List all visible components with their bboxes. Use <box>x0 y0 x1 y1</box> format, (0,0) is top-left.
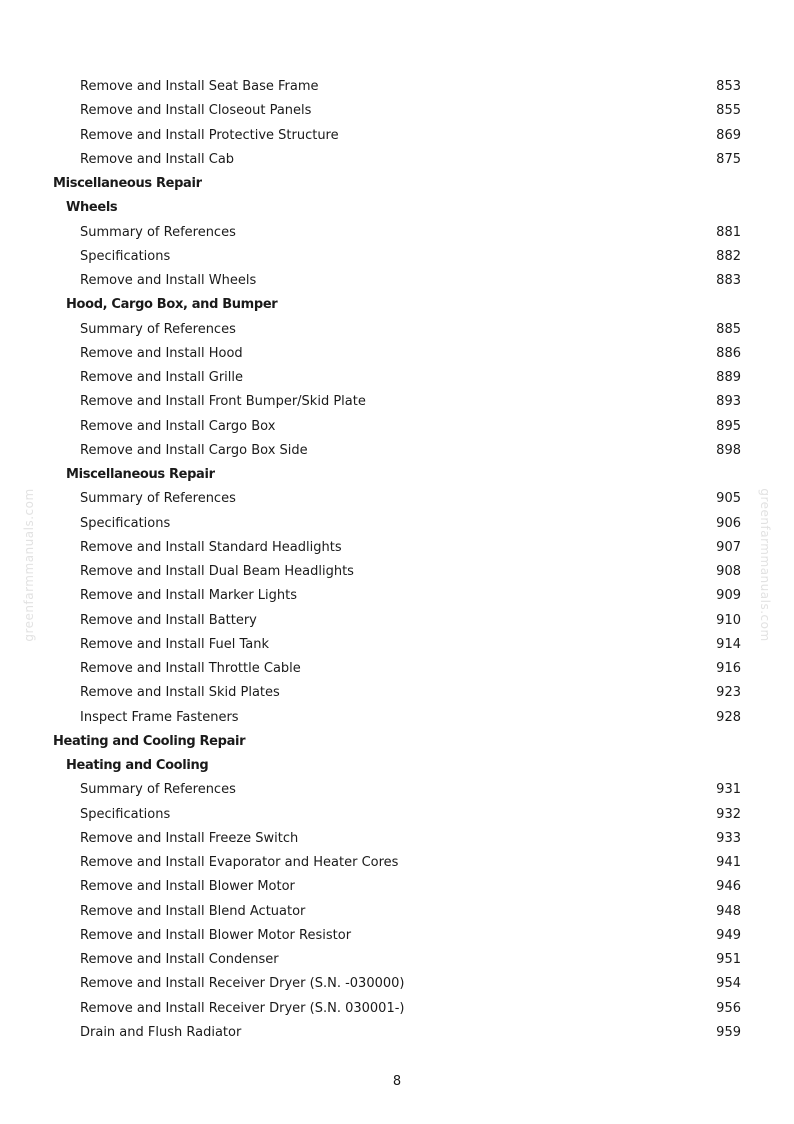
toc-subsection-heading <box>0 754 794 778</box>
toc-entry-page-number: 916 <box>716 661 741 676</box>
toc-entry[interactable] <box>0 439 794 463</box>
toc-entry[interactable] <box>0 245 794 269</box>
toc-entry-page-number: 898 <box>716 442 741 458</box>
toc-entry[interactable] <box>0 972 794 996</box>
toc-entry-title: Hood, Cargo Box, and Bumper <box>66 297 278 313</box>
toc-section-heading <box>0 172 794 196</box>
toc-entry[interactable] <box>0 269 794 293</box>
toc-entry[interactable] <box>0 633 794 657</box>
page-number: 8 <box>392 1074 402 1089</box>
toc-entry-page-number: 948 <box>716 903 741 919</box>
toc-entry-title: Remove and Install Blend Actuator <box>80 903 306 919</box>
toc-entry[interactable] <box>0 536 794 560</box>
toc-subsection-heading <box>0 463 794 487</box>
toc-entry-title: Heating and Cooling Repair <box>53 733 246 749</box>
toc-entry-page-number: 883 <box>716 273 741 288</box>
toc-entry-title: Remove and Install Front Bumper/Skid Plate <box>80 394 366 410</box>
toc-entry[interactable] <box>0 657 794 681</box>
toc-entry[interactable] <box>0 875 794 899</box>
toc-entry[interactable] <box>0 997 794 1021</box>
toc-entry-title: Remove and Install Freeze Switch <box>80 830 299 846</box>
toc-entry-title: Remove and Install Blower Motor Resistor <box>80 927 352 943</box>
toc-entry[interactable] <box>0 342 794 366</box>
toc-entry[interactable] <box>0 318 794 342</box>
toc-entry-page-number: 886 <box>716 345 741 361</box>
toc-entry-page-number: 933 <box>716 830 741 846</box>
toc-entry-page-number: 882 <box>716 248 741 264</box>
toc-entry[interactable] <box>0 1021 794 1045</box>
toc-entry[interactable] <box>0 924 794 948</box>
toc-entry-title: Remove and Install Wheels <box>80 273 257 288</box>
toc-entry-page-number: 907 <box>716 539 741 555</box>
toc-entry-title: Summary of References <box>80 321 236 337</box>
toc-entry[interactable] <box>0 803 794 827</box>
toc-entry-title: Specifications <box>80 515 171 531</box>
toc-entry[interactable] <box>0 706 794 730</box>
toc-entry-title: Remove and Install Closeout Panels <box>80 103 312 119</box>
toc-entry-title: Remove and Install Receiver Dryer (S.N. -030000) <box>80 976 405 992</box>
toc-entry-page-number: 949 <box>716 927 741 943</box>
toc-entry[interactable] <box>0 948 794 972</box>
toc-entry[interactable] <box>0 851 794 875</box>
watermark-left: greenfarmmanuals.com <box>22 488 36 642</box>
toc-entry-page-number: 932 <box>716 806 741 822</box>
toc-entry-title: Miscellaneous Repair <box>66 467 215 482</box>
toc-entry[interactable] <box>0 390 794 414</box>
toc-entry-title: Specifications <box>80 248 171 264</box>
toc-entry-title: Remove and Install Condenser <box>80 952 279 967</box>
toc-entry-title: Remove and Install Marker Lights <box>80 588 298 604</box>
toc-entry-page-number: 914 <box>716 636 741 652</box>
toc-entry-page-number: 893 <box>716 394 741 410</box>
toc-entry[interactable] <box>0 75 794 99</box>
toc-entry-title: Summary of References <box>80 782 236 798</box>
toc-entry[interactable] <box>0 560 794 584</box>
toc-entry-title: Remove and Install Protective Structure <box>80 127 339 143</box>
toc-entry-title: Summary of References <box>80 491 236 507</box>
toc-entry[interactable] <box>0 124 794 148</box>
table-of-contents <box>0 75 794 1045</box>
toc-entry-title: Remove and Install Hood <box>80 345 243 361</box>
toc-entry[interactable] <box>0 415 794 439</box>
toc-entry-title: Remove and Install Grille <box>80 370 243 385</box>
toc-entry-title: Miscellaneous Repair <box>53 176 202 191</box>
toc-subsection-heading <box>0 293 794 317</box>
toc-entry-page-number: 923 <box>716 685 741 701</box>
toc-entry-title: Remove and Install Fuel Tank <box>80 636 270 652</box>
toc-entry-title: Remove and Install Blower Motor <box>80 879 295 895</box>
toc-entry[interactable] <box>0 366 794 390</box>
toc-entry-page-number: 875 <box>716 151 741 167</box>
toc-entry[interactable] <box>0 827 794 851</box>
toc-entry-title: Remove and Install Dual Beam Headlights <box>80 564 354 579</box>
toc-entry[interactable] <box>0 512 794 536</box>
toc-entry-page-number: 959 <box>716 1024 741 1040</box>
toc-entry-page-number: 885 <box>716 321 741 337</box>
toc-entry-page-number: 954 <box>716 976 741 992</box>
toc-entry-page-number: 906 <box>716 515 741 531</box>
toc-entry-page-number: 889 <box>716 370 741 385</box>
toc-entry-page-number: 908 <box>716 564 741 579</box>
toc-entry-page-number: 928 <box>716 709 741 725</box>
toc-entry-title: Inspect Frame Fasteners <box>80 709 239 725</box>
toc-entry-title: Remove and Install Cab <box>80 151 235 167</box>
toc-entry-page-number: 909 <box>716 588 741 604</box>
toc-entry[interactable] <box>0 148 794 172</box>
toc-entry-title: Remove and Install Battery <box>80 612 257 628</box>
toc-entry-title: Remove and Install Receiver Dryer (S.N. 030001-) <box>80 1000 405 1016</box>
toc-subsection-heading <box>0 196 794 220</box>
toc-entry-title: Wheels <box>66 200 118 216</box>
toc-entry-title: Remove and Install Skid Plates <box>80 685 280 701</box>
toc-entry-page-number: 941 <box>716 855 741 870</box>
toc-entry-page-number: 855 <box>716 103 741 119</box>
toc-entry-page-number: 956 <box>716 1000 741 1016</box>
toc-entry-title: Remove and Install Standard Headlights <box>80 539 342 555</box>
toc-entry[interactable] <box>0 609 794 633</box>
toc-entry-title: Specifications <box>80 806 171 822</box>
toc-entry-title: Remove and Install Seat Base Frame <box>80 79 319 94</box>
toc-entry[interactable] <box>0 487 794 511</box>
toc-entry-page-number: 910 <box>716 612 741 628</box>
watermark-right: greenfarmmanuals.com <box>758 488 772 642</box>
toc-entry-title: Summary of References <box>80 224 236 240</box>
toc-entry-title: Remove and Install Evaporator and Heater Cores <box>80 855 399 870</box>
toc-entry-title: Remove and Install Throttle Cable <box>80 661 301 676</box>
toc-entry[interactable] <box>0 221 794 245</box>
toc-entry[interactable] <box>0 681 794 705</box>
toc-entry-title: Remove and Install Cargo Box <box>80 418 276 434</box>
toc-entry[interactable] <box>0 900 794 924</box>
toc-entry-page-number: 905 <box>716 491 741 507</box>
toc-entry-title: Heating and Cooling <box>66 758 209 773</box>
toc-entry-title: Remove and Install Cargo Box Side <box>80 442 308 458</box>
toc-entry-page-number: 895 <box>716 418 741 434</box>
toc-entry-page-number: 951 <box>716 952 741 967</box>
toc-entry[interactable] <box>0 99 794 123</box>
toc-entry-page-number: 869 <box>716 127 741 143</box>
toc-entry-title: Drain and Flush Radiator <box>80 1024 242 1040</box>
toc-entry-page-number: 946 <box>716 879 741 895</box>
toc-entry-page-number: 931 <box>716 782 741 798</box>
toc-entry-page-number: 881 <box>716 224 741 240</box>
toc-entry-page-number: 853 <box>716 79 741 94</box>
toc-entry[interactable] <box>0 584 794 608</box>
toc-section-heading <box>0 730 794 754</box>
toc-entry[interactable] <box>0 778 794 802</box>
